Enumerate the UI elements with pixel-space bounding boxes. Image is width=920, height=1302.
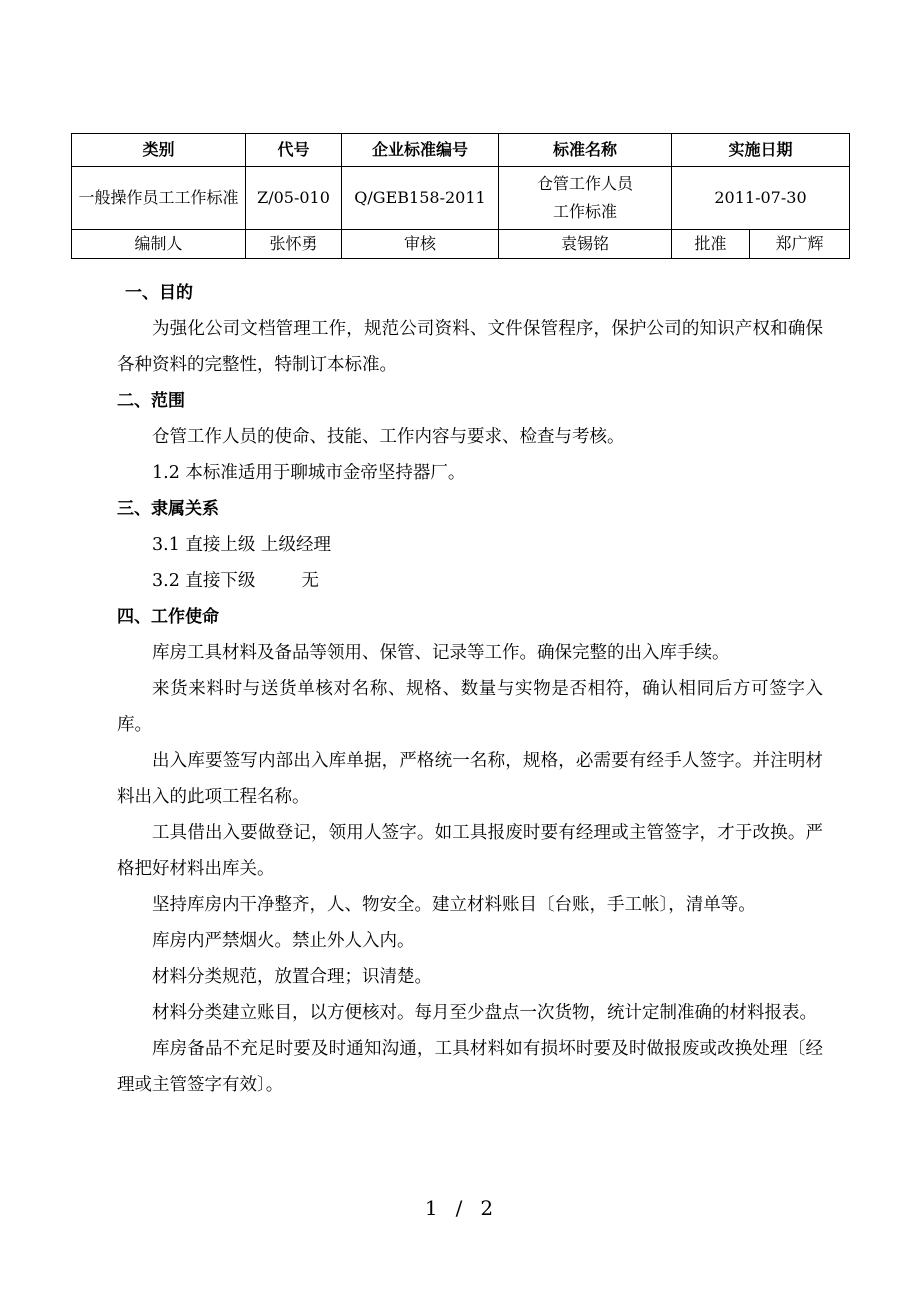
std-no-value: Q/GEB158-2011 [342, 167, 499, 230]
page-total: 2 [480, 1196, 496, 1220]
page-number [0, 1196, 920, 1220]
reporting-item [117, 527, 823, 563]
impl-date-value: 2011-07-30 [672, 167, 850, 230]
mission-paragraph: 材料分类建立账目，以方便核对。每月至少盘点一次货物，统计定制准确的材料报表。 [152, 1003, 817, 1023]
section-heading-mission: 四、工作使命 [117, 607, 219, 627]
section-heading-purpose: 一、目的 [125, 283, 193, 303]
std-name-header: 标准名称 [499, 134, 672, 167]
scope-paragraph: 1.2 本标准适用于聊城市金帝坚持器厂。 [152, 463, 466, 483]
header-row [72, 134, 850, 167]
impl-date-header: 实施日期 [672, 134, 850, 167]
section-heading-reporting: 三、隶属关系 [117, 499, 219, 519]
code-value: Z/05-010 [246, 167, 342, 230]
reviewer-name: 袁锡铭 [499, 230, 672, 259]
mission-paragraph: 来货来料时与送货单核对名称、规格、数量与实物是否相符，确认相同后方可签字入库。 [117, 679, 823, 735]
reporting-item-label: 3.2 直接下级 [152, 571, 256, 591]
mission-paragraph: 库房备品不充足时要及时通知沟通，工具材料如有损坏时要及时做报废或改换处理〔经理或主管签字有效〕。 [117, 1039, 823, 1095]
reporting-item [117, 563, 823, 599]
std-name-value: 仓管工作人员工作标准 [499, 167, 672, 230]
purpose-paragraph: 为强化公司文档管理工作，规范公司资料、文件保管程序，保护公司的知识产权和确保各种资料的完整性，特制订本标准。 [117, 319, 823, 375]
document-body [117, 275, 823, 1103]
approver-name: 郑广辉 [750, 230, 850, 259]
mission-paragraph: 库房内严禁烟火。禁止外人入内。 [152, 931, 415, 951]
mission-paragraph: 库房工具材料及备品等领用、保管、记录等工作。确保完整的出入库手续。 [152, 643, 730, 663]
scope-paragraph: 仓管工作人员的使命、技能、工作内容与要求、检查与考核。 [152, 427, 625, 447]
mission-paragraph: 工具借出入要做登记，领用人签字。如工具报废时要有经理或主管签字，才于改换。严格把好材料出库关。 [117, 823, 823, 879]
reporting-item-value: 无 [301, 571, 319, 591]
category-value: 一般操作员工工作标准 [72, 167, 246, 230]
std-no-header: 企业标准编号 [342, 134, 499, 167]
mission-paragraph: 出入库要签写内部出入库单据，严格统一名称，规格，必需要有经手人签字。并注明材料出入的此项工程名称。 [117, 751, 823, 807]
review-label: 审核 [342, 230, 499, 259]
standard-header-table [71, 133, 850, 259]
page-separator: / [455, 1196, 465, 1220]
code-header: 代号 [246, 134, 342, 167]
author-label: 编制人 [72, 230, 246, 259]
mission-paragraph: 坚持库房内干净整齐，人、物安全。建立材料账目〔台账，手工帐〕，清单等。 [152, 895, 756, 915]
reporting-item-label: 3.1 直接上级 [152, 535, 256, 555]
mission-paragraph: 材料分类规范，放置合理；识清楚。 [152, 967, 432, 987]
value-row [72, 167, 850, 230]
author-name: 张怀勇 [246, 230, 342, 259]
reporting-item-value: 上级经理 [260, 535, 331, 555]
signoff-row [72, 230, 850, 259]
category-header: 类别 [72, 134, 246, 167]
page-current: 1 [424, 1196, 440, 1220]
approve-label: 批准 [672, 230, 750, 259]
section-heading-scope: 二、范围 [117, 391, 185, 411]
